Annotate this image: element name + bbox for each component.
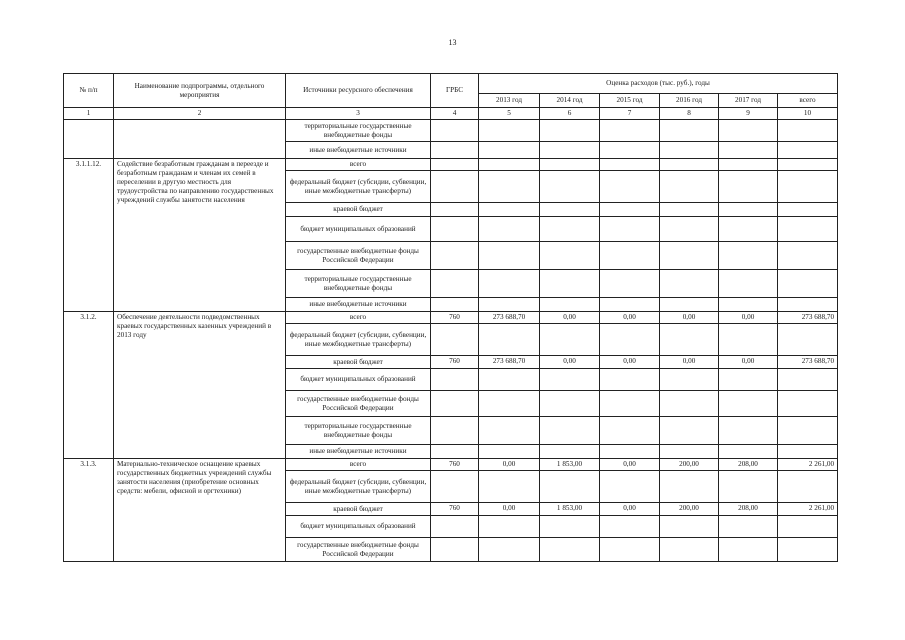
value-2015: 0,00: [600, 503, 660, 516]
value-2014: 0,00: [540, 356, 600, 369]
header-year-2015: 2015 год: [600, 94, 660, 108]
grbs-cell: 760: [431, 503, 479, 516]
source-regional: краевой бюджет: [286, 356, 431, 369]
source-other: иные внебюджетные источники: [286, 142, 431, 159]
value-sum: 2 261,00: [778, 459, 838, 471]
value-sum: 273 688,70: [778, 356, 838, 369]
column-number: 9: [719, 108, 778, 120]
source-territorial: территориальные государственные внебюджетные фонды: [286, 270, 431, 298]
header-estimate: Оценка расходов (тыс. руб.), годы: [479, 74, 838, 94]
header-row: [64, 74, 838, 94]
source-municipal: бюджет муниципальных образований: [286, 516, 431, 538]
table-row: [64, 159, 838, 171]
value-2013: 0,00: [479, 503, 540, 516]
value-2017: 208,00: [719, 503, 778, 516]
column-number: 10: [778, 108, 838, 120]
source-total: всего: [286, 459, 431, 471]
value-2013: 273 688,70: [479, 356, 540, 369]
header-sources: Источники ресурсного обеспечения: [286, 74, 431, 108]
table-row: [64, 120, 838, 142]
value-sum: 273 688,70: [778, 312, 838, 324]
header-year-2017: 2017 год: [719, 94, 778, 108]
source-territorial: территориальные государственные внебюджетные фонды: [286, 120, 431, 142]
header-year-2014: 2014 год: [540, 94, 600, 108]
source-total: всего: [286, 312, 431, 324]
header-year-2013: 2013 год: [479, 94, 540, 108]
value-2014: 1 853,00: [540, 459, 600, 471]
source-municipal: бюджет муниципальных образований: [286, 217, 431, 242]
table-row: [64, 312, 838, 324]
value-2015: 0,00: [600, 356, 660, 369]
source-municipal: бюджет муниципальных образований: [286, 369, 431, 391]
value-2016: 0,00: [660, 312, 719, 324]
value-2016: 200,00: [660, 503, 719, 516]
value-2015: 0,00: [600, 312, 660, 324]
column-number: 4: [431, 108, 479, 120]
value-2013: 273 688,70: [479, 312, 540, 324]
column-number: 1: [64, 108, 114, 120]
header-no: № п/п: [64, 74, 114, 108]
measure-name: Обеспечение деятельности подведомственных краевых государственных казенных учреждений в 2013 году: [114, 312, 286, 459]
measure-name: Содействие безработным гражданам в переезде и безработным гражданам и членам их семей в переселении в другую местность для трудоустройства по направлению государственных учреждений службы занятости населения: [114, 159, 286, 312]
row-number: 3.1.3.: [64, 459, 114, 562]
column-number: 3: [286, 108, 431, 120]
value-2016: 200,00: [660, 459, 719, 471]
grbs-cell: 760: [431, 459, 479, 471]
value-2016: 0,00: [660, 356, 719, 369]
row-number: 3.1.1.12.: [64, 159, 114, 312]
source-other: иные внебюджетные источники: [286, 445, 431, 459]
source-regional: краевой бюджет: [286, 503, 431, 516]
column-number: 5: [479, 108, 540, 120]
value-2014: 0,00: [540, 312, 600, 324]
column-number: 2: [114, 108, 286, 120]
budget-table: [63, 73, 838, 562]
header-grbs: ГРБС: [431, 74, 479, 108]
header-name: Наименование подпрограммы, отдельного мероприятия: [114, 74, 286, 108]
no-cell: [64, 120, 114, 159]
source-state-funds: государственные внебюджетные фонды Российской Федерации: [286, 391, 431, 417]
source-state-funds: государственные внебюджетные фонды Российской Федерации: [286, 242, 431, 270]
source-federal: федеральный бюджет (субсидии, субвенции, иные межбюджетные трансферты): [286, 171, 431, 203]
value-2015: 0,00: [600, 459, 660, 471]
header-year-total: всего: [778, 94, 838, 108]
source-federal: федеральный бюджет (субсидии, субвенции, иные межбюджетные трансферты): [286, 324, 431, 356]
column-number: 7: [600, 108, 660, 120]
source-state-funds: государственные внебюджетные фонды Российской Федерации: [286, 538, 431, 562]
grbs-cell: 760: [431, 356, 479, 369]
source-federal: федеральный бюджет (субсидии, субвенции, иные межбюджетные трансферты): [286, 471, 431, 503]
source-regional: краевой бюджет: [286, 203, 431, 217]
value-2017: 0,00: [719, 356, 778, 369]
header-year-2016: 2016 год: [660, 94, 719, 108]
column-number: 8: [660, 108, 719, 120]
value-2013: 0,00: [479, 459, 540, 471]
column-number: 6: [540, 108, 600, 120]
measure-name: Материально-техническое оснащение краевых государственных бюджетных учреждений службы занятости населения (приобретение основных средств: мебели, офисной и оргтехники): [114, 459, 286, 562]
grbs-cell: 760: [431, 312, 479, 324]
value-2017: 208,00: [719, 459, 778, 471]
page-number: 13: [448, 38, 457, 47]
name-cell: [114, 120, 286, 159]
value-2014: 1 853,00: [540, 503, 600, 516]
column-number-row: [64, 108, 838, 120]
value-sum: 2 261,00: [778, 503, 838, 516]
table-row: [64, 459, 838, 471]
source-other: иные внебюджетные источники: [286, 298, 431, 312]
source-territorial: территориальные государственные внебюджетные фонды: [286, 417, 431, 445]
value-2017: 0,00: [719, 312, 778, 324]
row-number: 3.1.2.: [64, 312, 114, 459]
source-total: всего: [286, 159, 431, 171]
